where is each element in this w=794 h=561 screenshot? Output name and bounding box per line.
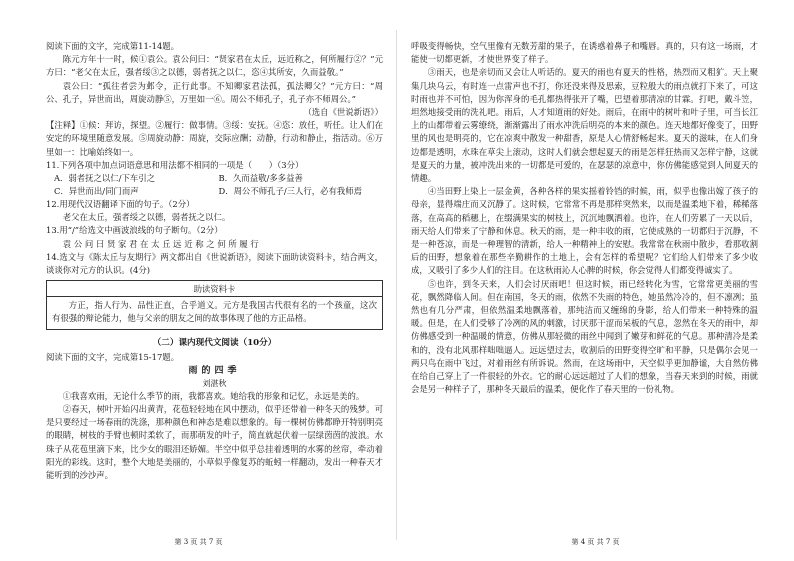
essay-paragraph-5: ⑤也许，到冬天来，人们会讨厌雨吧！但这时候，雨已经转化为雪，它常常更美丽的雪花，飘然降临人间。但在南国，冬天的雨，依然不失雨的特色，她虽然冷冷的，但不凛冽；虽然也有几分严肃，但依然温柔地飘落着，那纯洁而又缠绵的身影，给人们带来一种特殊的温暖。但是，在人们受够了冷冽的风的刺激，讨厌那干涩而呆板的气息，忽然在冬天的雨中，却仿佛感受到一种温暖的情意，仿佛从那轻微的雨丝中闻到了嫩芽和鲜花的气息。那种清冷是柔和的，没有北风那样咄咄逼人。远远望过去，收割后的田野变得空旷和平静，只是偶尔会见一两只鸟在雨中飞过，对着雨丝有所诉说。然而，在这场雨中，天空似乎更加静谧，大自然仿佛在给自己穿上了一件很轻的外衣。它的耐心远远超过了人们的想象，当春天来到的时候，雨就会是另一种样子了，那种冬天最后的温柔，便化作了春天里的一份礼物。: [411, 278, 758, 395]
reading-aid-card: [46, 280, 383, 329]
essay-title: 雨的四季: [188, 365, 241, 376]
option-d: D．周公不师孔子/三人行，必有我师焉: [218, 186, 363, 197]
essay-paragraph-2-continued: 呼吸变得畅快，空气里像有无数芳甜的果子，在诱惑着鼻子和嘴唇。真的，只有这一场雨，才能使一切都更新，才使世界变了样子。: [411, 41, 758, 65]
q11-options-row-2: [46, 185, 383, 198]
option-b: B．久而益敬/多多益善: [218, 173, 303, 184]
question-11: 11.下列各项中加点词语意思和用法都不相同的一项是（ ）（3分）: [46, 159, 304, 170]
section-heading: （二）课内现代文阅读（10分）: [152, 337, 277, 348]
right-page: [397, 0, 794, 561]
annotations: 【注释】①候：拜访，探望。②履行：做事情。③绥：安抚。④恣：放任，听任。让人们在安定的环境里随意发展。⑤周旋动静：周旋，交际应酬；动静，行动和静止，指活动。⑥万里如一：比喻始终如一。: [46, 120, 383, 157]
source-citation: （选自《世说新语》）: [303, 107, 383, 118]
essay-paragraph-3: ③雨天，也是亲切而又会让人听话的。夏天的雨也有夏天的性格，热烈而又粗犷。天上聚集几块乌云，有时连一点雷声也不打，你还没来得及思索，豆粒般大的雨点就打下来了，可这时雨也并不可怕，因为你浑身的毛孔都热得张开了嘴，巴望着那清凉的甘霖。打吧，戴斗笠，坦然地接受雨的洗礼吧。雨后，人才知道雨的好处。雨后，在雨中的树叶和叶子里，可当长江上的山都带着云雾缭绕，渐渐露出了雨水冲洗后明亮的本来的颜色。连天地都好像变了，田野里的风也是明亮的，它在凉爽中散发一种甜香，原是人心情舒畅起来。夏天的滋味，在人们身边都是透明，水珠在草尖上滚动，这时人们就会想起夏天的雨是怎样狂热而又怎样宁静，这就是夏天的力量，被冲洗出来的一切都是可爱的，在瑟瑟的凉意中，你仿佛能感觉到人间夏天的情趣。: [411, 67, 758, 184]
q11-options-row-1: [46, 172, 383, 185]
essay-paragraph-2: ②春天，树叶开始闪出黄青，花苞轻轻地在风中摆动，似乎还带着一种冬天的残梦。可是只要经过一场春雨的洗涤，那种颜色和神态是难以想象的。每一棵树仿佛都睁开特别明亮的眼睛，树枝的手臂也顿时柔软了，而那萌发的叶子，简直就起伏着一层绿茵茵的波浪。水珠子从花苞里滴下来，比少女的眼泪还娇媚。半空中似乎总挂着透明的水雾的丝帘，牵动着阳光的彩线。这时，整个大地是美丽的，小草似乎像复苏的蚯蚓一样翻动，发出一种春天才能听到的沙沙声。: [46, 404, 383, 481]
essay-paragraph-1: ①我喜欢雨，无论什么季节的雨，我都喜欢。她给我的形象和记忆，永远是美的。: [62, 390, 365, 401]
classical-paragraph-1: 陈元方年十一时，候①袁公。袁公问曰：“贤家君在太丘，远近称之，何所履行②？”元方曰：“老父在太丘，强者绥③之以德，弱者抚之以仁，恣④其所安，久而益敬。”: [46, 54, 383, 78]
option-a: A．弱者抚之以仁/下车引之: [54, 173, 155, 184]
essay-paragraph-4: ④当田野上染上一层金黄，各种各样的果实摇着铃铛的时候，雨，似乎也像出嫁了孩子的母亲，显得端庄而又沉静了。这时候，它常常不再是那样突然来，以而是温柔地下着，稀稀落落，在高高的稻穗上，在缀满果实的树枝上，沉沉地飘洒着。也许，在人们劳累了一天以后，雨天给人们带来了宁静和休息。秋天的雨，是一种丰收的雨，它使成熟的一切都归于沉静，不是一种苍凉，而是一种理智的清新，给人一种精神上的安慰。我常常在秋雨中散步，看那收割后的田野，想象着在那些辛勤耕作的土地上，会有怎样的希望呢？它们给人们带来了多少收成，又吸引了多少人们的注目。在这秋雨沁人心脾的时候，你会觉得人们都变得诚实了。: [411, 186, 758, 276]
reading-intro-2: 阅读下面的文字，完成第15-17题。: [46, 351, 180, 362]
question-12: 12.用现代汉语翻译下面的句子。（2分）: [46, 199, 195, 210]
question-14: 14.选文与《陈太丘与友期行》两文都出自《世说新语》，阅读下面助读资料卡，结合两文，谈谈你对元方的认识。(4分): [46, 251, 383, 276]
question-13: 13.用“/”给选文中画波浪线的句子断句。（2分）: [46, 225, 223, 236]
q12-sentence: 老父在太丘，强者绥之以德，弱者抚之以仁。: [62, 212, 231, 223]
card-text: 方正，指人行为、品性正直，合乎道义。元方是我国古代很有名的一个孩童，这次有很强的辩论能力，他与父亲的朋友之间的故事体现了他的方正品格。: [52, 300, 377, 324]
reading-intro: 阅读下面的文字，完成第11-14题。: [46, 41, 180, 51]
q13-sentence: 袁 公 问 曰 贤 家 君 在 太 丘 远 近 称 之 何 所 履 行: [62, 238, 259, 249]
card-title: 助读资料卡: [47, 283, 382, 297]
essay-author: 刘湛秋: [202, 378, 227, 388]
option-c: C．异世而出/同门而声: [54, 186, 139, 197]
classical-paragraph-2: 袁公曰：“孤往者尝为邺令，正行此事。不知卿家君法孤，孤法卿父？”元方曰：“周公、孔子，异世而出，周旋动静⑤，万里如一⑥。周公不师孔子，孔子亦不师周公。”: [46, 80, 383, 104]
page-number-right: 第 4 页 共 7 页: [571, 538, 620, 546]
page-number-left: 第 3 页 共 7 页: [174, 538, 223, 546]
